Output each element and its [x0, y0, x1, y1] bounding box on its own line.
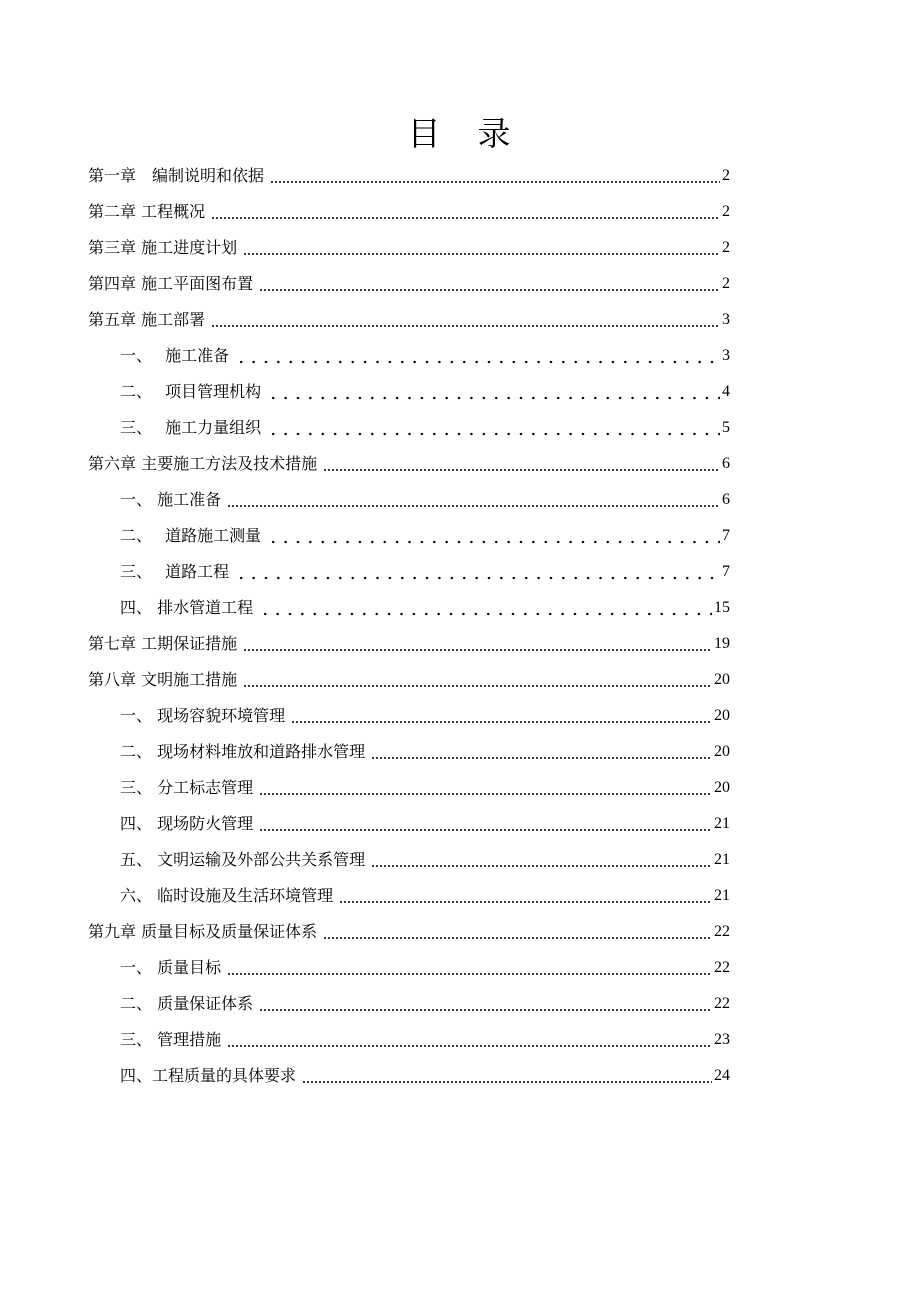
toc-dot-leader	[227, 950, 712, 986]
toc-entry-label: 第六章 主要施工方法及技术措施	[88, 454, 318, 473]
toc-entry-label: 四、工程质量的具体要求	[120, 1066, 297, 1085]
toc-entry-label: 三、 道路工程	[120, 562, 230, 581]
toc-entry-page-number: 2	[722, 203, 730, 220]
toc-entry[interactable]	[88, 410, 730, 446]
toc-entry[interactable]	[88, 698, 730, 734]
toc-entry[interactable]	[88, 374, 730, 410]
toc-dot-leader	[291, 698, 712, 734]
toc-entry[interactable]	[88, 770, 730, 806]
toc-entry-label: 第三章 施工进度计划	[88, 238, 238, 257]
toc-entry-page-number: 24	[714, 1067, 730, 1084]
toc-entry[interactable]	[88, 266, 730, 302]
toc-dot-leader	[259, 266, 720, 302]
toc-dot-leader	[211, 194, 720, 230]
toc-entry-label: 第二章 工程概况	[88, 202, 206, 221]
toc-entry[interactable]	[88, 230, 730, 266]
toc-entry-label: 一、 施工准备	[120, 346, 230, 365]
toc-entry-page-number: 20	[714, 671, 730, 688]
toc-entry-label: 第八章 文明施工措施	[88, 670, 238, 689]
toc-dot-leader	[235, 338, 720, 374]
toc-entry[interactable]	[88, 338, 730, 374]
toc-entry-page-number: 22	[714, 995, 730, 1012]
toc-entry-page-number: 2	[722, 167, 730, 184]
toc-entry-label: 一、 现场容貌环境管理	[120, 706, 286, 725]
toc-dot-leader	[302, 1058, 712, 1094]
toc-entry-label: 五、 文明运输及外部公共关系管理	[120, 850, 366, 869]
toc-dot-leader	[371, 842, 712, 878]
toc-entry[interactable]	[88, 1022, 730, 1058]
toc-entry-page-number: 6	[722, 455, 730, 472]
toc-entry-label: 六、 临时设施及生活环境管理	[120, 886, 334, 905]
toc-dot-leader	[243, 230, 720, 266]
toc-dot-leader	[267, 410, 720, 446]
toc-entry-label: 第四章 施工平面图布置	[88, 274, 254, 293]
toc-entry[interactable]	[88, 950, 730, 986]
toc-entry-label: 二、 现场材料堆放和道路排水管理	[120, 742, 366, 761]
toc-entry-page-number: 21	[714, 887, 730, 904]
toc-entry-label: 二、 项目管理机构	[120, 382, 262, 401]
toc-entry-label: 三、 分工标志管理	[120, 778, 254, 797]
toc-entry-label: 一、 施工准备	[120, 490, 222, 509]
toc-entry[interactable]	[88, 914, 730, 950]
toc-entry-label: 二、 质量保证体系	[120, 994, 254, 1013]
toc-entry-label: 第七章 工期保证措施	[88, 634, 238, 653]
toc-entry[interactable]	[88, 662, 730, 698]
toc-entry-label: 四、 现场防火管理	[120, 814, 254, 833]
toc-entry[interactable]	[88, 482, 730, 518]
toc-entry-page-number: 20	[714, 707, 730, 724]
toc-entry-page-number: 2	[722, 275, 730, 292]
toc-dot-leader	[339, 878, 712, 914]
toc-dot-leader	[235, 554, 720, 590]
toc-dot-leader	[267, 518, 720, 554]
toc-entry-page-number: 6	[722, 491, 730, 508]
toc-entry[interactable]	[88, 302, 730, 338]
toc-dot-leader	[227, 1022, 712, 1058]
toc-dot-leader	[259, 770, 712, 806]
toc-dot-leader	[211, 302, 720, 338]
toc-entry-page-number: 5	[722, 419, 730, 436]
toc-dot-leader	[243, 662, 712, 698]
toc-entry[interactable]	[88, 626, 730, 662]
toc-entry[interactable]	[88, 842, 730, 878]
toc-entry-page-number: 7	[722, 563, 730, 580]
toc-entry[interactable]	[88, 590, 730, 626]
toc-dot-leader	[227, 482, 720, 518]
toc-entry[interactable]	[88, 446, 730, 482]
toc-dot-leader	[259, 806, 712, 842]
toc-entry[interactable]	[88, 986, 730, 1022]
toc-entry-label: 第九章 质量目标及质量保证体系	[88, 922, 318, 941]
toc-entry-label: 三、 施工力量组织	[120, 418, 262, 437]
toc-entry[interactable]	[88, 158, 730, 194]
toc-dot-leader	[270, 158, 720, 194]
toc-entry-page-number: 21	[714, 815, 730, 832]
toc-dot-leader	[323, 446, 720, 482]
toc-entry-page-number: 23	[714, 1031, 730, 1048]
toc-entry-label: 第一章 编制说明和依据	[88, 166, 265, 185]
toc-entry[interactable]	[88, 734, 730, 770]
toc-entry-page-number: 20	[714, 743, 730, 760]
toc-entry[interactable]	[88, 554, 730, 590]
toc-dot-leader	[259, 590, 712, 626]
toc-entry[interactable]	[88, 1058, 730, 1094]
toc-entry-page-number: 20	[714, 779, 730, 796]
toc-entry-label: 第五章 施工部署	[88, 310, 206, 329]
toc-dot-leader	[323, 914, 712, 950]
toc-entry-page-number: 15	[714, 599, 730, 616]
toc-entry-label: 四、 排水管道工程	[120, 598, 254, 617]
toc-entry-page-number: 3	[722, 311, 730, 328]
toc-dot-leader	[267, 374, 720, 410]
toc-entry[interactable]	[88, 194, 730, 230]
toc-entry-label: 三、 管理措施	[120, 1030, 222, 1049]
toc-entry-page-number: 2	[722, 239, 730, 256]
toc-entry-label: 二、 道路施工测量	[120, 526, 262, 545]
toc-entry[interactable]	[88, 518, 730, 554]
toc-entry-label: 一、 质量目标	[120, 958, 222, 977]
toc-entry-page-number: 4	[722, 383, 730, 400]
toc-entry-page-number: 22	[714, 959, 730, 976]
toc-dot-leader	[259, 986, 712, 1022]
toc-entry-page-number: 19	[714, 635, 730, 652]
toc-entry-page-number: 7	[722, 527, 730, 544]
table-of-contents	[88, 158, 730, 1094]
toc-entry-page-number: 22	[714, 923, 730, 940]
toc-entry-page-number: 21	[714, 851, 730, 868]
page-title: 目 录	[407, 114, 513, 153]
toc-entry[interactable]	[88, 878, 730, 914]
toc-dot-leader	[371, 734, 712, 770]
toc-dot-leader	[243, 626, 712, 662]
toc-entry[interactable]	[88, 806, 730, 842]
toc-entry-page-number: 3	[722, 347, 730, 364]
